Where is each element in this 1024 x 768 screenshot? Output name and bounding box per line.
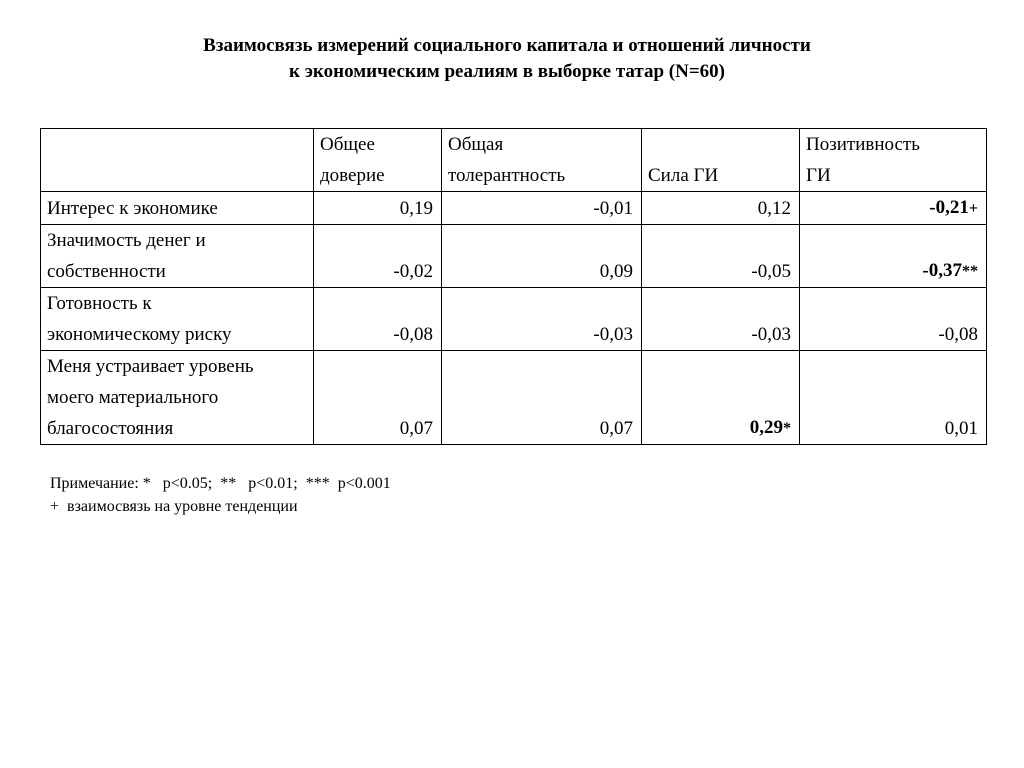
significance-marker: ** [962, 263, 978, 280]
table-cell: -0,01 [442, 192, 642, 225]
column-header: Позитивность ГИ [800, 129, 987, 192]
table-cell: -0,05 [642, 225, 800, 288]
table-cell: 0,07 [442, 351, 642, 445]
title-line-2: к экономическим реалиям в выборке татар (N=60) [289, 61, 725, 82]
column-header: Сила ГИ [642, 129, 800, 192]
table-cell: -0,08 [314, 288, 442, 351]
row-label: Значимость денег и собственности [41, 225, 314, 288]
note-significance-legend: Примечание: * p<0.05; ** p<0.01; *** p<0.001 [50, 475, 391, 492]
table-corner-cell [41, 129, 314, 192]
table-cell-significant: -0,21+ [800, 192, 987, 225]
table-header-row [41, 129, 987, 192]
column-header: Общее доверие [314, 129, 442, 192]
table-cell: 0,12 [642, 192, 800, 225]
note-tendency-legend: + взаимосвязь на уровне тенденции [50, 498, 298, 515]
row-label: Готовность к экономическому риску [41, 288, 314, 351]
table-row [41, 192, 987, 225]
table-cell: -0,03 [642, 288, 800, 351]
table-cell-significant: 0,29* [642, 351, 800, 445]
table-cell: 0,19 [314, 192, 442, 225]
table-cell: 0,09 [442, 225, 642, 288]
table-cell: -0,02 [314, 225, 442, 288]
table-row [41, 288, 987, 351]
table-cell-significant: -0,37** [800, 225, 987, 288]
table-cell: -0,03 [442, 288, 642, 351]
table-row [41, 351, 987, 445]
row-label: Меня устраивает уровень моего материального благосостояния [41, 351, 314, 445]
title-line-1: Взаимосвязь измерений социального капитала и отношений личности [203, 35, 811, 56]
significance-marker: * [783, 420, 791, 437]
significance-marker: + [968, 200, 978, 217]
column-header: Общая толерантность [442, 129, 642, 192]
table-cell: 0,01 [800, 351, 987, 445]
table-cell: 0,07 [314, 351, 442, 445]
document-title [0, 33, 1014, 85]
row-label: Интерес к экономике [41, 192, 314, 225]
correlation-table [40, 128, 987, 445]
table-note [50, 472, 391, 518]
table-cell: -0,08 [800, 288, 987, 351]
table-row [41, 225, 987, 288]
